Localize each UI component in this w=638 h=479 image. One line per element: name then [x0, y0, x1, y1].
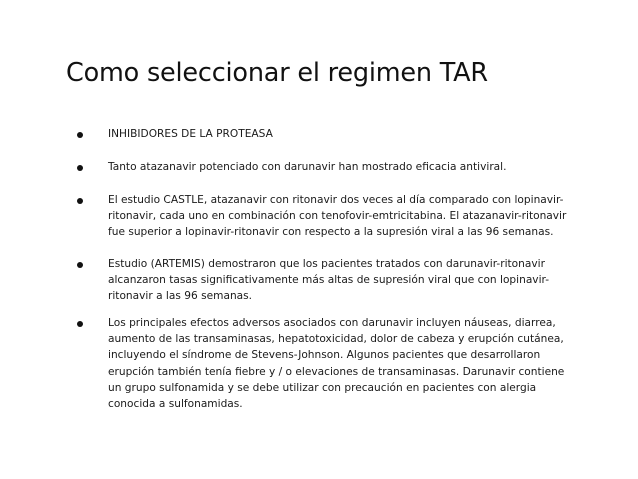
- bullet-text: [108, 256, 576, 305]
- bullet-line: un grupo sulfonamida y se debe utilizar con precaución en pacientes con alergia: [108, 381, 537, 394]
- bullet-dot-icon: [77, 165, 83, 171]
- bullet-line: alcanzaron tasas significativamente más altas de supresión viral que con lopinavir-: [108, 274, 550, 287]
- bullet-line: Los principales efectos adversos asociados con darunavir incluyen náuseas, diarrea,: [108, 317, 556, 329]
- bullet-line: ritonavir, cada uno en combinación con tenofovir-emtricitabina. El atazanavir-ritonavir: [108, 210, 567, 223]
- bullet-dot-icon: [77, 132, 83, 138]
- bullet-text: [108, 159, 576, 175]
- bullet-text: [108, 192, 576, 241]
- bullet-text: [108, 126, 576, 142]
- bullet-line: Estudio (ARTEMIS) demostraron que los pacientes tratados con darunavir-ritonavir: [108, 258, 545, 270]
- bullet-line: El estudio CASTLE, atazanavir con ritonavir dos veces al día comparado con lopinavir-: [108, 194, 564, 206]
- bullet-line: conocida a sulfonamidas.: [108, 398, 243, 411]
- bullet-dot-icon: [77, 262, 83, 268]
- bullet-line: incluyendo el síndrome de Stevens-Johnson. Algunos pacientes que desarrollaron: [108, 349, 541, 362]
- bullet-line: INHIBIDORES DE LA PROTEASA: [108, 128, 273, 140]
- bullet-dot-icon: [77, 321, 83, 327]
- bullet-line: erupción también tenía fiebre y / o elevaciones de transaminasas. Darunavir contiene: [108, 365, 565, 378]
- bullet-line: ritonavir a las 96 semanas.: [108, 290, 253, 303]
- bullet-line: aumento de las transaminasas, hepatotoxicidad, dolor de cabeza y erupción cutánea,: [108, 333, 564, 346]
- bullet-line: fue superior a lopinavir-ritonavir con respecto a la supresión viral a las 96 semanas.: [108, 226, 554, 239]
- bullet-dot-icon: [77, 198, 83, 204]
- slide-title: Como seleccionar el regimen TAR: [66, 58, 488, 88]
- bullet-text: [108, 315, 576, 412]
- bullet-line: Tanto atazanavir potenciado con darunavir han mostrado eficacia antiviral.: [108, 161, 507, 173]
